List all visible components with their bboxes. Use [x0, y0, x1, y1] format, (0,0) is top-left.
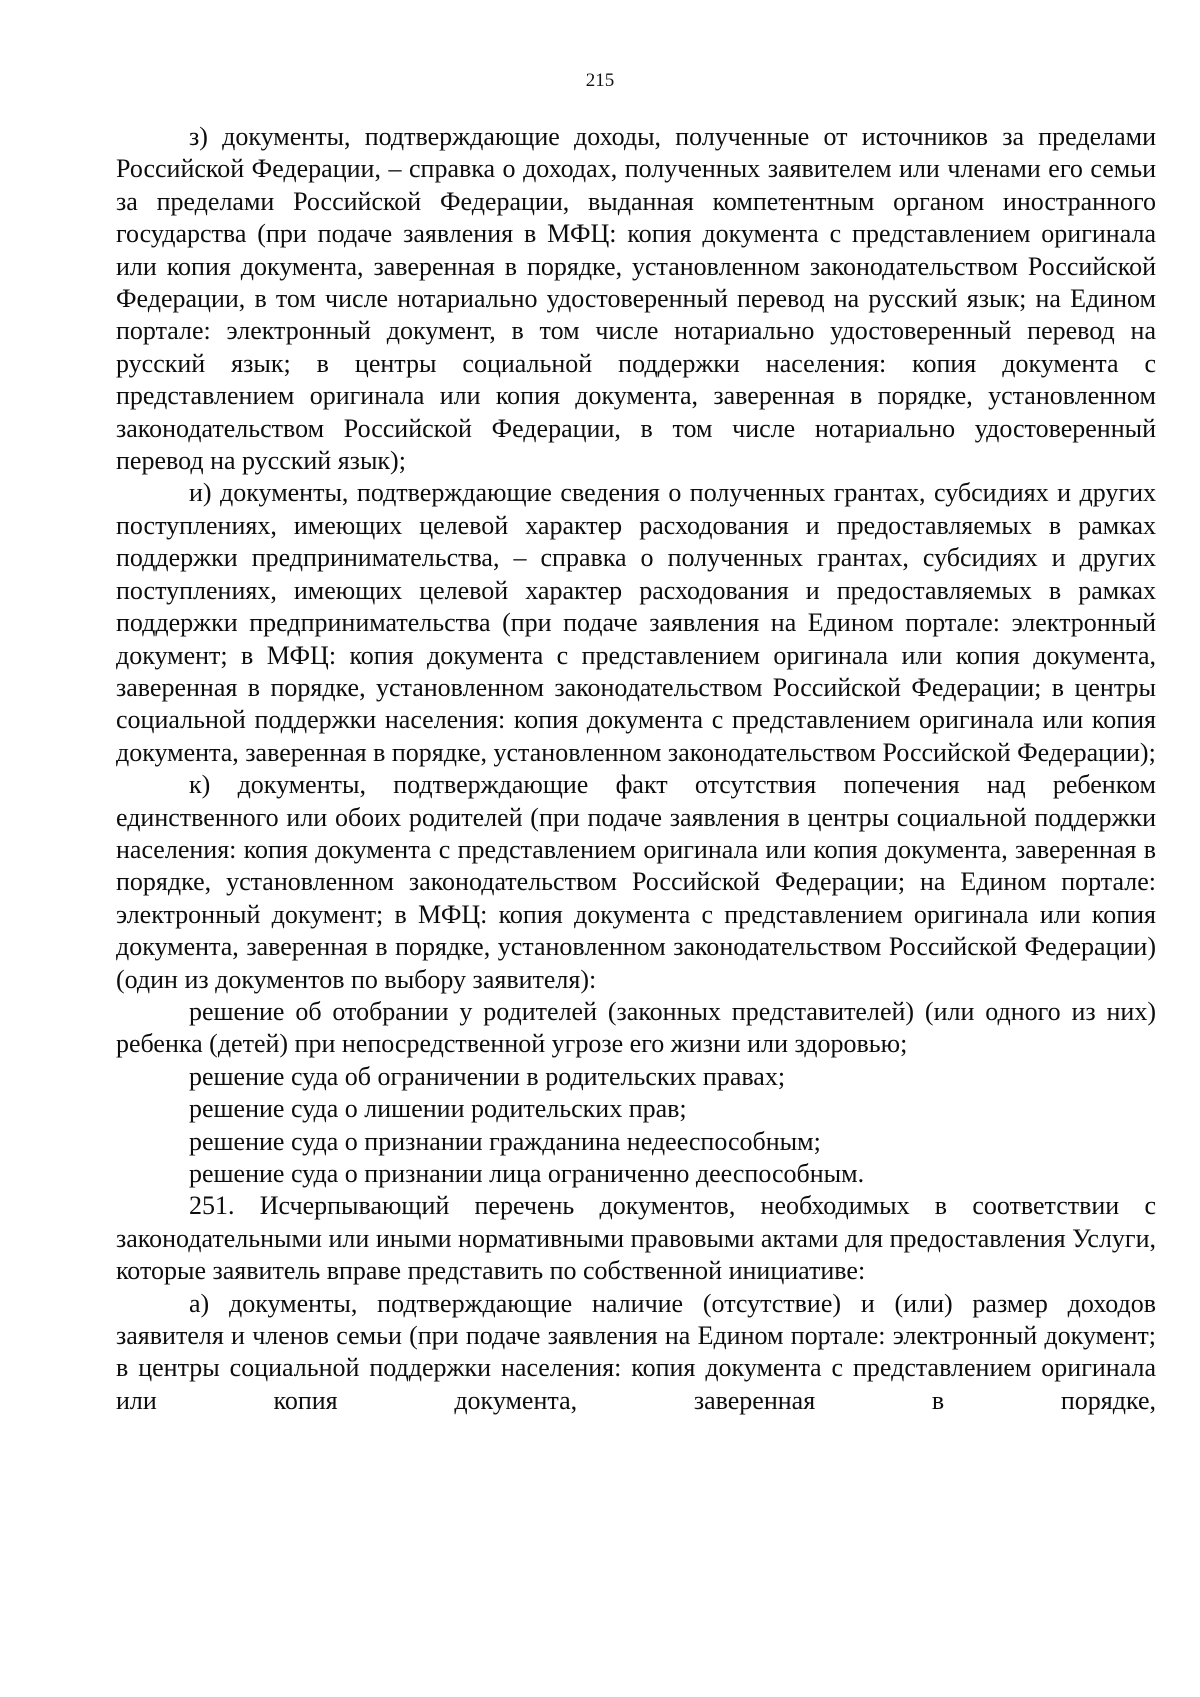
list-item-limited-capacity: решение суда о признании лица ограниченно дееспособным.: [189, 1159, 865, 1188]
paragraph-i-grants-subsidies: и) документы, подтверждающие сведения о полученных грантах, субсидиях и других поступлениях, имеющих целевой характер расходования и предоставляемых в рамках поддержки предпринимательства, – справка о полученных грантах, субсидиях и других поступлениях, имеющих целевой характер расходования и предоставляемых в рамках поддержки предпринимательства (при подаче заявления на Едином портале: электронный документ; в МФЦ: копия документа с представлением оригинала или копия документа, заверенная в порядке, установленном законодательством Российской Федерации; в центры социальной поддержки населения: копия документа с представлением оригинала или копия документа, заверенная в порядке, установленном законодательством Российской Федерации);: [116, 478, 1156, 767]
page-number: 215: [585, 70, 615, 91]
paragraph-z-income-abroad: з) документы, подтверждающие доходы, полученные от источников за пределами Российской Федерации, – справка о доходах, полученных заявителем или членами его семьи за пределами Российской Федерации, выданная компетентным органом иностранного государства (при подаче заявления в МФЦ: копия документа с представлением оригинала или копия документа, заверенная в порядке, установленном законодательством Российской Федерации, в том числе нотариально удостоверенный перевод на русский язык; на Едином портале: электронный документ, в том числе нотариально удостоверенный перевод на русский язык; в центры социальной поддержки населения: копия документа с представлением оригинала или копия документа, заверенная в порядке, установленном законодательством Российской Федерации, в том числе нотариально удостоверенный перевод на русский язык);: [116, 122, 1156, 476]
list-item-removal-decision: решение об отобрании у родителей (законных представителей) (или одного из них) ребенка (детей) при непосредственной угрозе его жизни или здоровью;: [116, 996, 1156, 1059]
document-body: [116, 121, 1156, 1417]
list-item-incapacity: решение суда о признании гражданина недееспособным;: [189, 1126, 821, 1156]
list-item-deprivation-rights: решение суда о лишении родительских прав;: [189, 1094, 687, 1124]
paragraph-a-income-documents: а) документы, подтверждающие наличие (отсутствие) и (или) размер доходов заявителя и членов семьи (при подаче заявления на Едином портале: электронный документ; в центры социальной поддержки населения: копия документа с представлением оригинала или копия документа, заверенная в порядке,: [116, 1288, 1156, 1415]
list-item-restriction-rights: решение суда об ограничении в родительских правах;: [189, 1061, 786, 1091]
paragraph-k-parental-care: к) документы, подтверждающие факт отсутствия попечения над ребенком единственного или обоих родителей (при подаче заявления в центры социальной поддержки населения: копия документа с представлением оригинала или копия документа, заверенная в порядке, установленном законодательством Российской Федерации; на Едином портале: электронный документ; в МФЦ: копия документа с представлением оригинала или копия документа, заверенная в порядке, установленном законодательством Российской Федерации) (один из документов по выбору заявителя):: [116, 770, 1156, 994]
paragraph-251-document-list: 251. Исчерпывающий перечень документов, необходимых в соответствии с законодательными или иными нормативными правовыми актами для предоставления Услуги, которые заявитель вправе представить по собственной инициативе:: [116, 1191, 1156, 1286]
